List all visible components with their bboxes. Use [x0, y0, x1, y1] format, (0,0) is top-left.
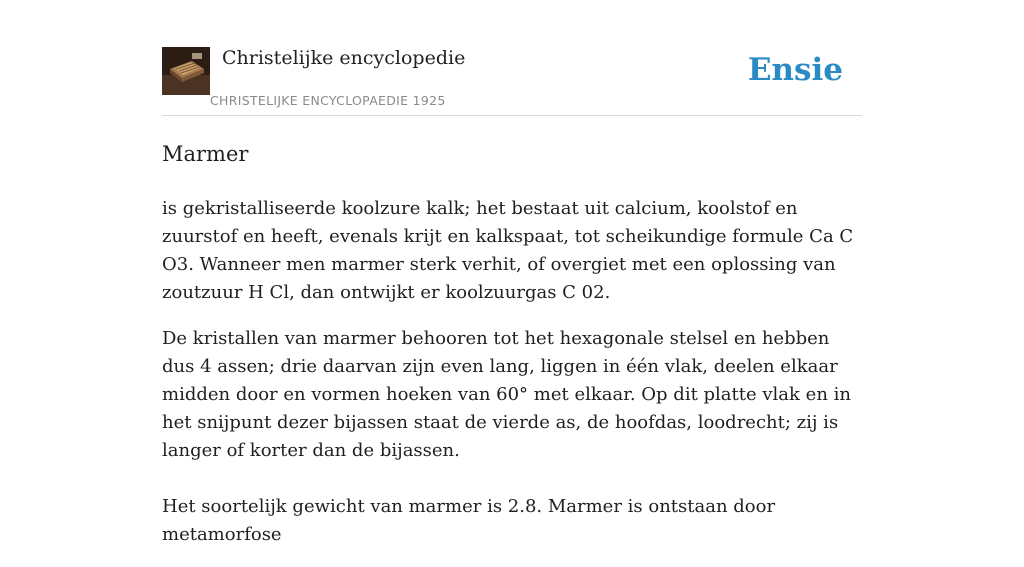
article-paragraph: Het soortelijk gewicht van marmer is 2.8. Marmer is ontstaan door metamorfose — [162, 496, 776, 545]
book-photo-icon — [162, 47, 210, 95]
brand-logo[interactable]: Ensie — [747, 52, 843, 88]
article-paragraph: is gekristalliseerde koolzure kalk; het bestaat uit calcium, koolstof en zuurstof en heeft, evenals krijt en kalkspaat, tot scheikundige formule Ca C O3. Wanneer men marmer sterk verhit, of overgiet met een oplossing van zoutzuur H Cl, dan ontwijkt er koolzuurgas C 02. — [162, 198, 854, 303]
header-divider — [162, 115, 862, 116]
article — [162, 139, 862, 567]
encyclopedia-avatar[interactable] — [162, 47, 210, 95]
article-paragraph: De kristallen van marmer behooren tot het hexagonale stelsel en hebben dus 4 assen; drie daarvan zijn even lang, liggen in één vlak, deelen elkaar midden door en vormen hoeken van 60° met elkaar. Op dit platte vlak en in het snijpunt dezer bijassen staat de vierde as, de hoofdas, loodrecht; zij is langer of korter dan de bijassen. — [162, 328, 851, 461]
source-name[interactable]: CHRISTELIJKE ENCYCLOPAEDIE 1925 — [210, 93, 446, 108]
article-title: Marmer — [162, 142, 249, 166]
site-name[interactable]: Christelijke encyclopedie — [222, 47, 466, 69]
